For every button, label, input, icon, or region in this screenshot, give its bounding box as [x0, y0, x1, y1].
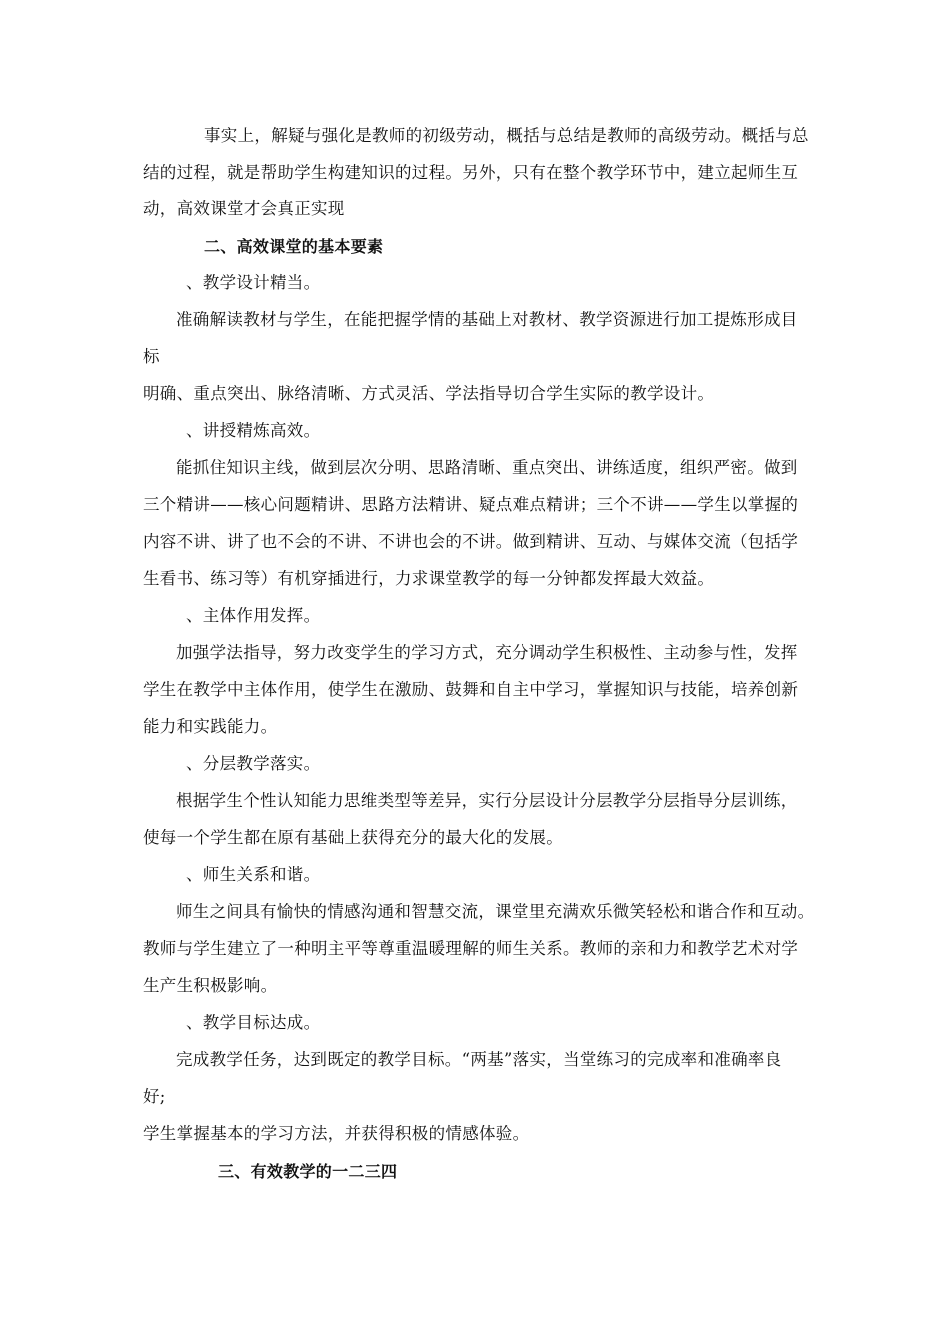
paragraph-line: 明确、重点突出、脉络清晰、方式灵活、学法指导切合学生实际的教学设计。: [143, 384, 715, 403]
paragraph-line: 根据学生个性认知能力思维类型等差异，实行分层设计分层教学分层指导分层训练，: [176, 791, 798, 810]
paragraph-line: 学生掌握基本的学习方法，并获得积极的情感体验。: [143, 1124, 530, 1143]
paragraph-line: 动，高效课堂才会真正实现: [143, 199, 345, 218]
paragraph-line: 内容不讲、讲了也不会的不讲、不讲也会的不讲。做到精讲、互动、与媒体交流（包括学: [143, 532, 799, 551]
subheading: 、教学设计精当。: [186, 273, 321, 292]
paragraph-line: 好;: [143, 1087, 166, 1106]
paragraph-line: 加强学法指导，努力改变学生的学习方式，充分调动学生积极性、主动参与性，发挥: [176, 643, 798, 662]
section-heading: 二、高效课堂的基本要素: [204, 237, 384, 256]
subheading: 、教学目标达成。: [186, 1013, 321, 1032]
paragraph-line: 完成教学任务，达到既定的教学目标。“两基”落实，当堂练习的完成率和准确率良: [176, 1050, 782, 1069]
section-heading: 三、有效教学的一二三四: [218, 1162, 398, 1181]
paragraph-line: 生产生积极影响。: [143, 976, 278, 995]
paragraph-line: 生看书、练习等）有机穿插进行，力求课堂教学的每一分钟都发挥最大效益。: [143, 569, 715, 588]
paragraph-line: 师生之间具有愉快的情感沟通和智慧交流，课堂里充满欢乐微笑轻松和谐合作和互动。: [176, 902, 815, 921]
subheading: 、师生关系和谐。: [186, 865, 321, 884]
paragraph-line: 能力和实践能力。: [143, 717, 278, 736]
paragraph-line: 教师与学生建立了一种明主平等尊重温暖理解的师生关系。教师的亲和力和教学艺术对学: [143, 939, 799, 958]
subheading: 、讲授精炼高效。: [186, 421, 321, 440]
subheading: 、分层教学落实。: [186, 754, 321, 773]
paragraph-line: 学生在教学中主体作用，使学生在激励、鼓舞和自主中学习，掌握知识与技能，培养创新: [143, 680, 799, 699]
paragraph-line: 准确解读教材与学生，在能把握学情的基础上对教材、教学资源进行加工提炼形成目: [176, 310, 798, 329]
paragraph-line: 三个精讲——核心问题精讲、思路方法精讲、疑点难点精讲；三个不讲——学生以掌握的: [143, 495, 799, 514]
subheading: 、主体作用发挥。: [186, 606, 321, 625]
paragraph-line: 结的过程，就是帮助学生构建知识的过程。另外，只有在整个教学环节中，建立起师生互: [143, 163, 799, 182]
paragraph-line: 事实上，解疑与强化是教师的初级劳动，概括与总结是教师的高级劳动。概括与总: [204, 126, 809, 145]
paragraph-line: 使每一个学生都在原有基础上获得充分的最大化的发展。: [143, 828, 563, 847]
paragraph-line: 能抓住知识主线，做到层次分明、思路清晰、重点突出、讲练适度，组织严密。做到: [176, 458, 798, 477]
paragraph-line: 标: [143, 347, 160, 366]
